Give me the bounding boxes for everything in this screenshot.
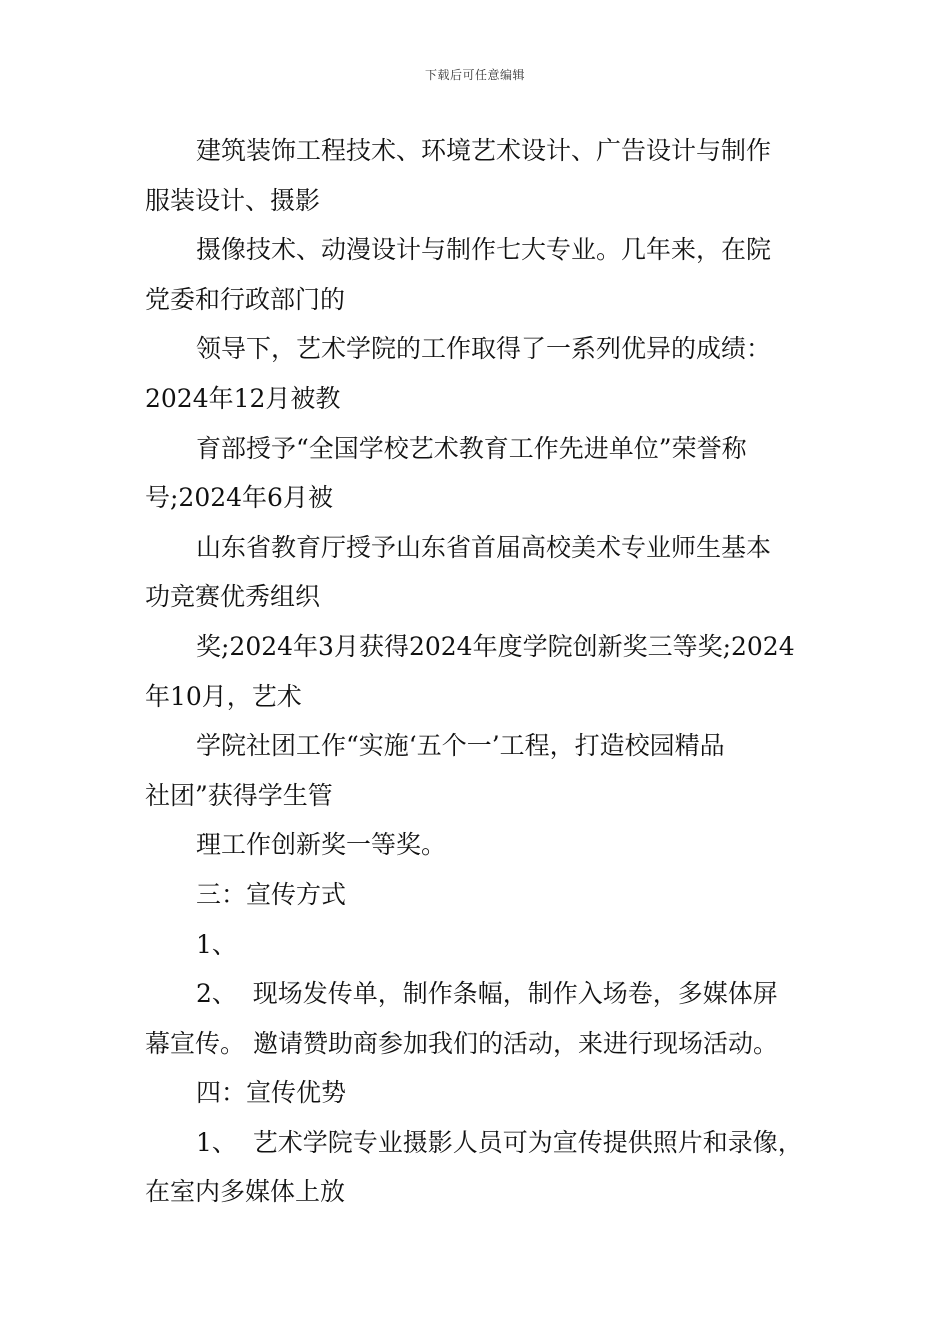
text-line: 党委和行政部门的 (145, 284, 346, 314)
section-heading: 三：宣传方式 (196, 879, 347, 909)
text-line: 2024年12月被教 (145, 383, 341, 413)
text-line: 学院社团工作“实施‘五个一’工程，打造校园精品 (196, 731, 725, 761)
text-line: 幕宣传。 邀请赞助商参加我们的活动，来进行现场活动。 (145, 1028, 778, 1058)
text-line: 理工作创新奖一等奖。 (196, 830, 447, 860)
list-item: 2、 现场发传单，制作条幅，制作入场卷，多媒体屏 (196, 979, 778, 1009)
text-line: 摄像技术、动漫设计与制作七大专业。几年来，在院 (196, 235, 772, 265)
document-body (145, 126, 815, 1217)
text-line: 年10月，艺术 (145, 681, 302, 711)
text-line: 社团”获得学生管 (145, 780, 333, 810)
text-line: 山东省教育厅授予山东省首届高校美术专业师生基本 (196, 532, 772, 562)
section-heading: 四：宣传优势 (196, 1078, 347, 1108)
text-line: 服装设计、摄影 (145, 185, 321, 215)
text-line: 建筑装饰工程技术、环境艺术设计、广告设计与制作 (196, 136, 772, 165)
list-item: 1、 (196, 929, 237, 959)
text-line: 功竞赛优秀组织 (145, 582, 321, 612)
page-header: 下载后可任意编辑 (424, 68, 525, 82)
text-line: 在室内多媒体上放 (145, 1177, 346, 1207)
text-line: 号;2024年6月被 (145, 483, 333, 513)
text-line: 领导下，艺术学院的工作取得了一系列优异的成绩： (196, 334, 772, 364)
text-line: 育部授予“全国学校艺术教育工作先进单位”荣誉称 (196, 433, 747, 463)
list-item: 1、 艺术学院专业摄影人员可为宣传提供照片和录像， (196, 1127, 803, 1157)
text-line: 奖;2024年3月获得2024年度学院创新奖三等奖;2024 (196, 631, 795, 661)
